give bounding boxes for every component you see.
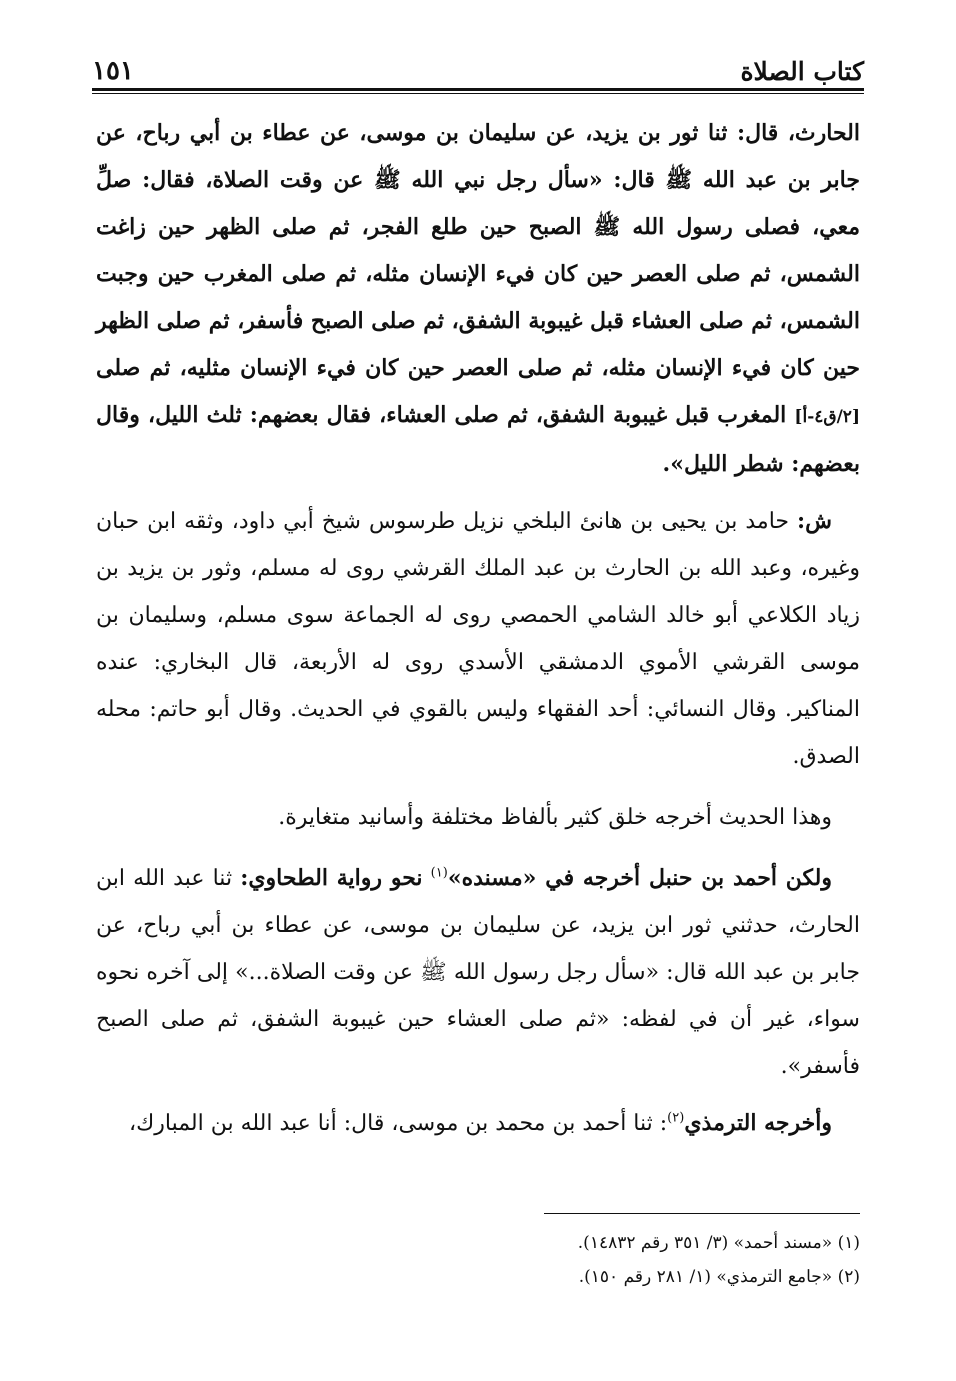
main-text [96, 110, 860, 1147]
note-text: وهذا الحديث أخرجه خلق كثير بألفاظ مختلفة وأسانيد متغايرة. [278, 805, 832, 830]
manuscript-marker: [٢/ق٤-أ] [794, 407, 860, 427]
footnote-1: (١) «مسند أحمد» (٣/ ٣٥١ رقم ١٤٨٣٢). [577, 1233, 860, 1253]
footnotes [96, 1226, 860, 1294]
footnote-ref-1[interactable]: (١) [430, 865, 448, 881]
ahmad-paragraph [96, 855, 860, 1090]
ahmad-lead-end: نحو رواية الطحاوي: [240, 865, 423, 891]
footnote-ref-2[interactable]: (٢) [667, 1110, 685, 1126]
tirmidhi-text: : ثنا أحمد بن محمد بن موسى، قال: أنا عبد الله بن المبارك، [129, 1111, 668, 1136]
tirmidhi-lead: وأخرجه الترمذي [684, 1110, 832, 1136]
chapter-title: كتاب الصلاة [740, 57, 864, 86]
ahmad-text: ثنا عبد الله ابن الحارث، حدثني ثور ابن يزيد، عن سليمان بن موسى، عن عطاء بن أبي رباح، عن جابر بن عبد الله قال: «سأل رجل رسول الله ﷺ عن وقت الصلاة...» إلى آخره نحوه سواء، غير أن في لفظه: «ثم صلى العشاء حين غيبوبة الشفق، ثم صلى الصبح فأسفر». [96, 866, 860, 1079]
commentary-text: حامد بن يحيى بن هانئ البلخي نزيل طرسوس شيخ أبي داود، وثقه ابن حبان وغيره، وعبد الله بن الحارث بن عبد الملك القرشي روى له مسلم، وثور بن يزيد بن زياد الكلاعي أبو خالد الشامي الحمصي روى له الجماعة سوى مسلم، وسليمان بن موسى القرشي الأموي الدمشقي الأسدي روى له الأربعة، قال البخاري: عنده المناكير. وقال النسائي: أحد الفقهاء وليس بالقوي في الحديث. وقال أبو حاتم: محله الصدق. [96, 509, 860, 769]
ahmad-lead: ولكن أحمد بن حنبل أخرجه في «مسنده» [447, 865, 832, 891]
header-rule [92, 88, 864, 94]
tirmidhi-paragraph [96, 1100, 860, 1147]
footnote-2: (٢) «جامع الترمذي» (١/ ٢٨١ رقم ١٥٠). [578, 1267, 860, 1287]
note-paragraph [96, 794, 860, 841]
hadith-paragraph [96, 110, 860, 488]
hadith-text-end: المغرب قبل غيبوبة الشفق، ثم صلى العشاء، فقال بعضهم: ثلث الليل، وقال بعضهم: شطر الليل». [96, 402, 860, 477]
commentary-label: ش: [797, 508, 832, 534]
hadith-text: الحارث، قال: ثنا ثور بن يزيد، عن سليمان بن موسى، عن عطاء بن أبي رباح، عن جابر بن عبد الله ﷺ قال: «سأل رجل نبي الله ﷺ عن وقت الصلاة، فقال: صلِّ معي، فصلى رسول الله ﷺ الصبح حين طلع الفجر، ثم صلى الظهر حين زاغت الشمس، ثم صلى العصر حين كان فيء الإنسان مثله، ثم صلى المغرب حين وجبت الشمس، ثم صلى العشاء قبل غيبوبة الشفق، ثم صلى الصبح فأسفر، ثم صلى الظهر حين كان فيء الإنسان مثله، ثم صلى العصر حين كان فيء الإنسان مثليه، ثم صلى [96, 120, 860, 381]
footnote-rule [544, 1213, 860, 1214]
commentary-paragraph [96, 498, 860, 780]
page-number: ١٥١ [92, 56, 134, 86]
running-header [92, 40, 864, 84]
